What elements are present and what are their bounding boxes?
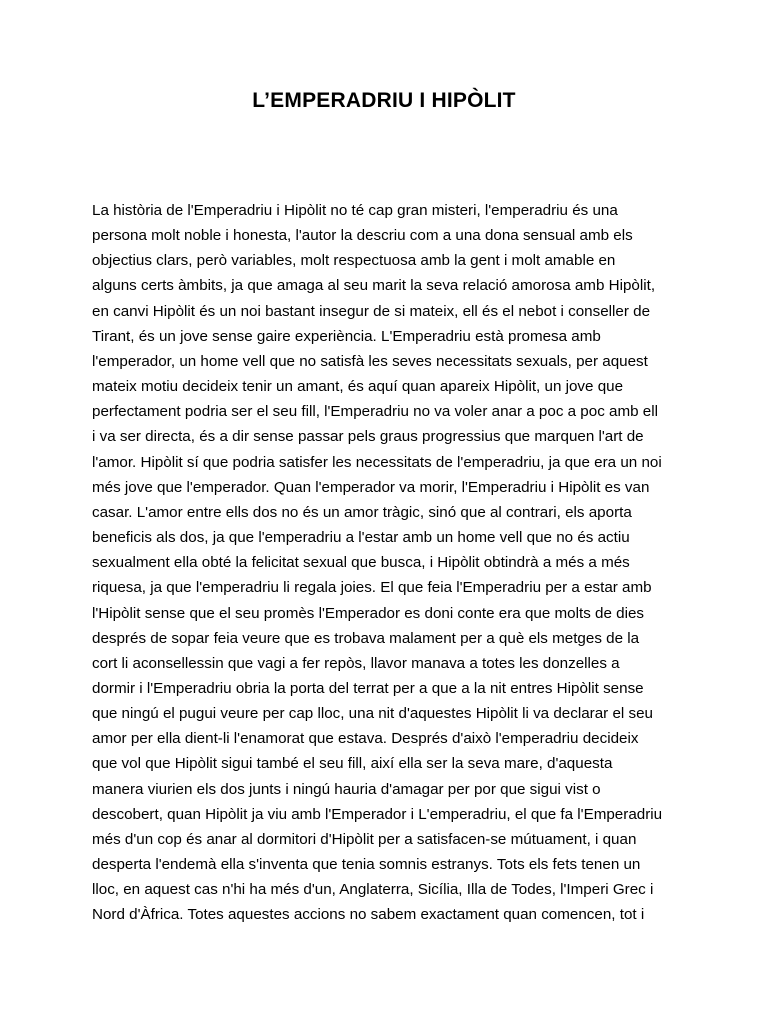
text-line: més d'un cop és anar al dormitori d'Hipòlit per a satisfacen-se mútuament, i quan	[92, 830, 637, 848]
text-line: que vol que Hipòlit sigui també el seu fill, així ella ser la seva mare, d'aquesta	[92, 755, 613, 773]
text-line: Nord d'Àfrica. Totes aquestes accions no sabem exactament quan comencen, tot i	[92, 906, 645, 924]
text-line: objectius clars, però variables, molt respectuosa amb la gent i molt amable en	[92, 252, 616, 270]
text-line: mateix motiu decideix tenir un amant, és aquí quan apareix Hipòlit, un jove que	[92, 378, 624, 396]
text-line: sexualment ella obté la felicitat sexual que busca, i Hipòlit obtindrà a més a més	[92, 554, 630, 572]
text-line: que ningú el pugui veure per cap lloc, una nit d'aquestes Hipòlit li va declarar el seu	[92, 705, 653, 723]
text-line: riquesa, ja que l'emperadriu li regala joies. El que feia l'Emperadriu per a estar amb	[92, 579, 652, 597]
text-line: beneficis als dos, ja que l'emperadriu a l'estar amb un home vell que no és actiu	[92, 529, 630, 547]
text-line: desperta l'endemà ella s'inventa que tenia somnis estranys. Tots els fets tenen un	[92, 856, 641, 874]
text-line: persona molt noble i honesta, l'autor la descriu com a una dona sensual amb els	[92, 227, 633, 245]
text-line: més jove que l'emperador. Quan l'emperador va morir, l'Emperadriu i Hipòlit es van	[92, 478, 650, 496]
text-line: dormir i l'Emperadriu obria la porta del terrat per a que a la nit entres Hipòlit sense	[92, 679, 644, 697]
text-line: en canvi Hipòlit és un noi bastant insegur de si mateix, ell és el nebot i conseller de	[92, 302, 651, 320]
text-line: i va ser directa, és a dir sense passar pels graus progressius que marquen l'art de	[92, 428, 644, 446]
text-line: l'amor. Hipòlit sí que podria satisfer les necessitats de l'emperadriu, ja que era un noi	[92, 453, 662, 471]
text-line: manera viurien els dos junts i ningú hauria d'amagar per por que sigui vist o	[92, 780, 601, 798]
body-paragraph	[92, 198, 692, 928]
text-line: Tirant, és un jove sense gaire experiència. L'Emperadriu està promesa amb	[92, 327, 601, 345]
text-line: l'Hipòlit sense que el seu promès l'Emperador es doni conte era que molts de dies	[92, 604, 645, 622]
text-line: després de sopar feia veure que es trobava malament per a què els metges de la	[92, 629, 640, 647]
text-line: cort li aconsellessin que vagi a fer repòs, llavor manava a totes les donzelles a	[92, 654, 620, 672]
text-line: lloc, en aquest cas n'hi ha més d'un, Anglaterra, Sicília, Illa de Todes, l'Imperi Grec i	[92, 881, 654, 899]
text-line: l'emperador, un home vell que no satisfà les seves necessitats sexuals, per aquest	[92, 352, 648, 370]
text-line: casar. L'amor entre ells dos no és un amor tràgic, sinó que al contrari, els aporta	[92, 503, 632, 521]
text-line: perfectament podria ser el seu fill, l'Emperadriu no va voler anar a poc a poc amb ell	[92, 403, 658, 421]
text-line: descobert, quan Hipòlit ja viu amb l'Emperador i L'emperadriu, el que fa l'Emperadriu	[92, 805, 663, 823]
text-line: La història de l'Emperadriu i Hipòlit no té cap gran misteri, l'emperadriu és una	[92, 202, 618, 219]
text-line: amor per ella dient-li l'enamorat que estava. Després d'això l'emperadriu decideix	[92, 730, 639, 748]
document-title: L’EMPERADRIU I HIPÒLIT	[252, 89, 516, 112]
text-line: alguns certs àmbits, ja que amaga al seu marit la seva relació amorosa amb Hipòlit,	[92, 277, 656, 295]
